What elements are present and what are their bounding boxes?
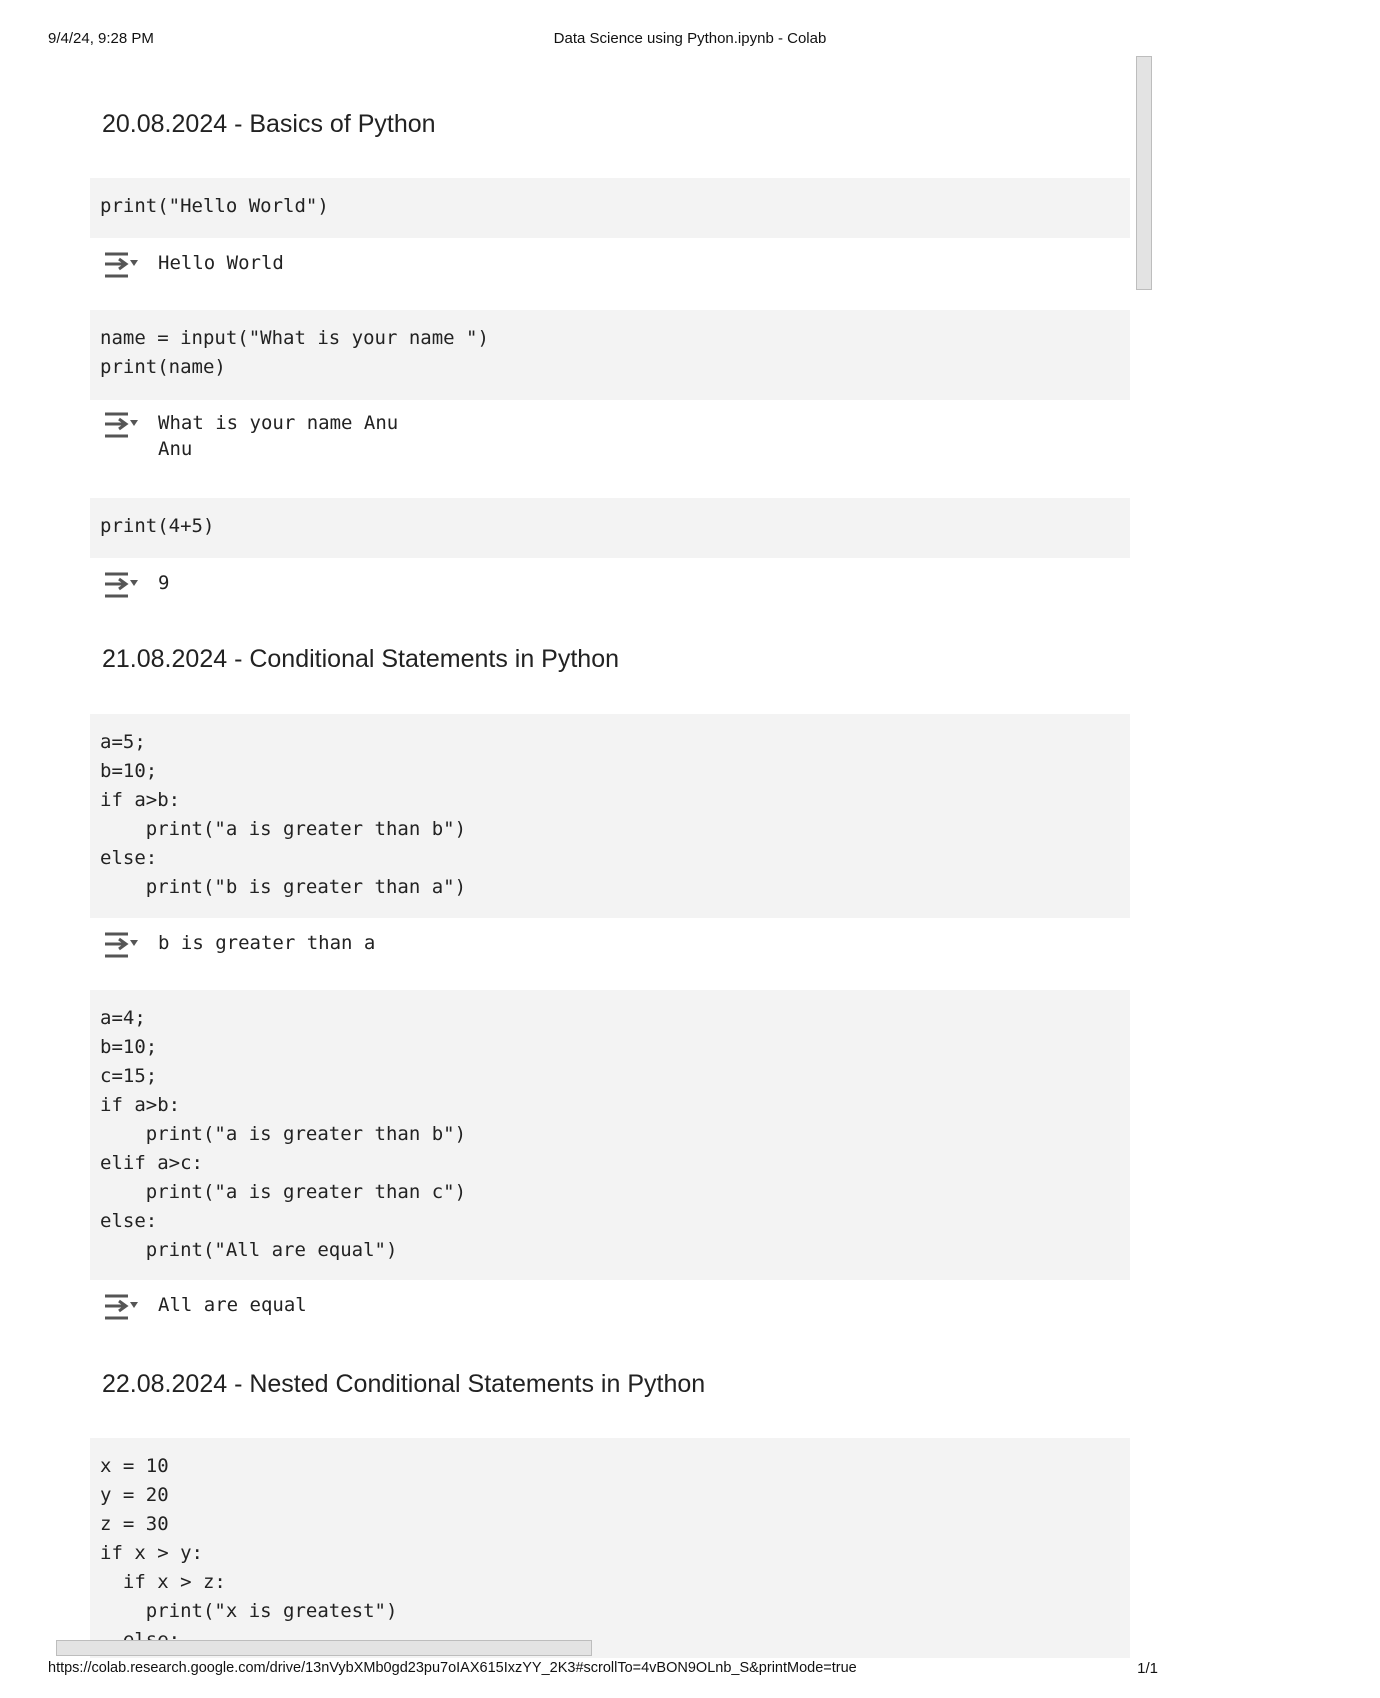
cell-output (90, 410, 1130, 470)
horizontal-scrollbar[interactable] (56, 1640, 592, 1656)
cell-output (90, 930, 1130, 966)
code-cell[interactable] (90, 178, 1130, 238)
notebook (90, 0, 1130, 1638)
output-toggle-icon[interactable] (102, 410, 140, 440)
output-toggle-icon[interactable] (102, 930, 140, 960)
cell-output (90, 570, 1130, 606)
output-text: b is greater than a (158, 932, 376, 954)
code-cell[interactable] (90, 498, 1130, 558)
section-heading: 20.08.2024 - Basics of Python (102, 110, 436, 138)
cell-output (90, 250, 1130, 286)
vertical-scrollbar[interactable] (1136, 56, 1152, 290)
print-url: https://colab.research.google.com/drive/13nVybXMb0gd23pu7oIAX615IxzYY_2K3#scrollTo=4vBON9OLnb_S&printMode=true (48, 1660, 857, 1676)
print-datetime: 9/4/24, 9:28 PM (48, 30, 154, 47)
output-text: What is your name Anu Anu (158, 412, 399, 460)
cell-output (90, 1292, 1130, 1328)
output-text: All are equal (158, 1294, 307, 1316)
code-text[interactable]: print(4+5) (100, 515, 215, 537)
code-cell[interactable] (90, 310, 1130, 400)
output-text: 9 (158, 572, 170, 594)
code-text[interactable]: name = input("What is your name ") print(name) (100, 327, 489, 378)
section-heading: 21.08.2024 - Conditional Statements in Python (102, 645, 620, 673)
output-toggle-icon[interactable] (102, 250, 140, 280)
print-page-title: Data Science using Python.ipynb - Colab (553, 30, 827, 47)
code-cell[interactable] (90, 1438, 1130, 1658)
code-text[interactable]: a=4; b=10; c=15; if a>b: print("a is greater than b") elif a>c: print("a is greater than c") else: print("All are equal") (100, 1007, 467, 1261)
section-heading: 22.08.2024 - Nested Conditional Statements in Python (102, 1370, 706, 1398)
print-page-number: 1/1 (1137, 1660, 1158, 1677)
code-text[interactable]: print("Hello World") (100, 195, 329, 217)
code-cell[interactable] (90, 714, 1130, 918)
code-text[interactable]: a=5; b=10; if a>b: print("a is greater than b") else: print("b is greater than a") (100, 731, 467, 898)
code-cell[interactable] (90, 990, 1130, 1280)
output-text: Hello World (158, 252, 284, 274)
print-footer (0, 1660, 1200, 1680)
code-text[interactable]: x = 10 y = 20 z = 30 if x > y: if x > z: print("x is greatest") (100, 1455, 398, 1622)
output-toggle-icon[interactable] (102, 570, 140, 600)
output-toggle-icon[interactable] (102, 1292, 140, 1322)
